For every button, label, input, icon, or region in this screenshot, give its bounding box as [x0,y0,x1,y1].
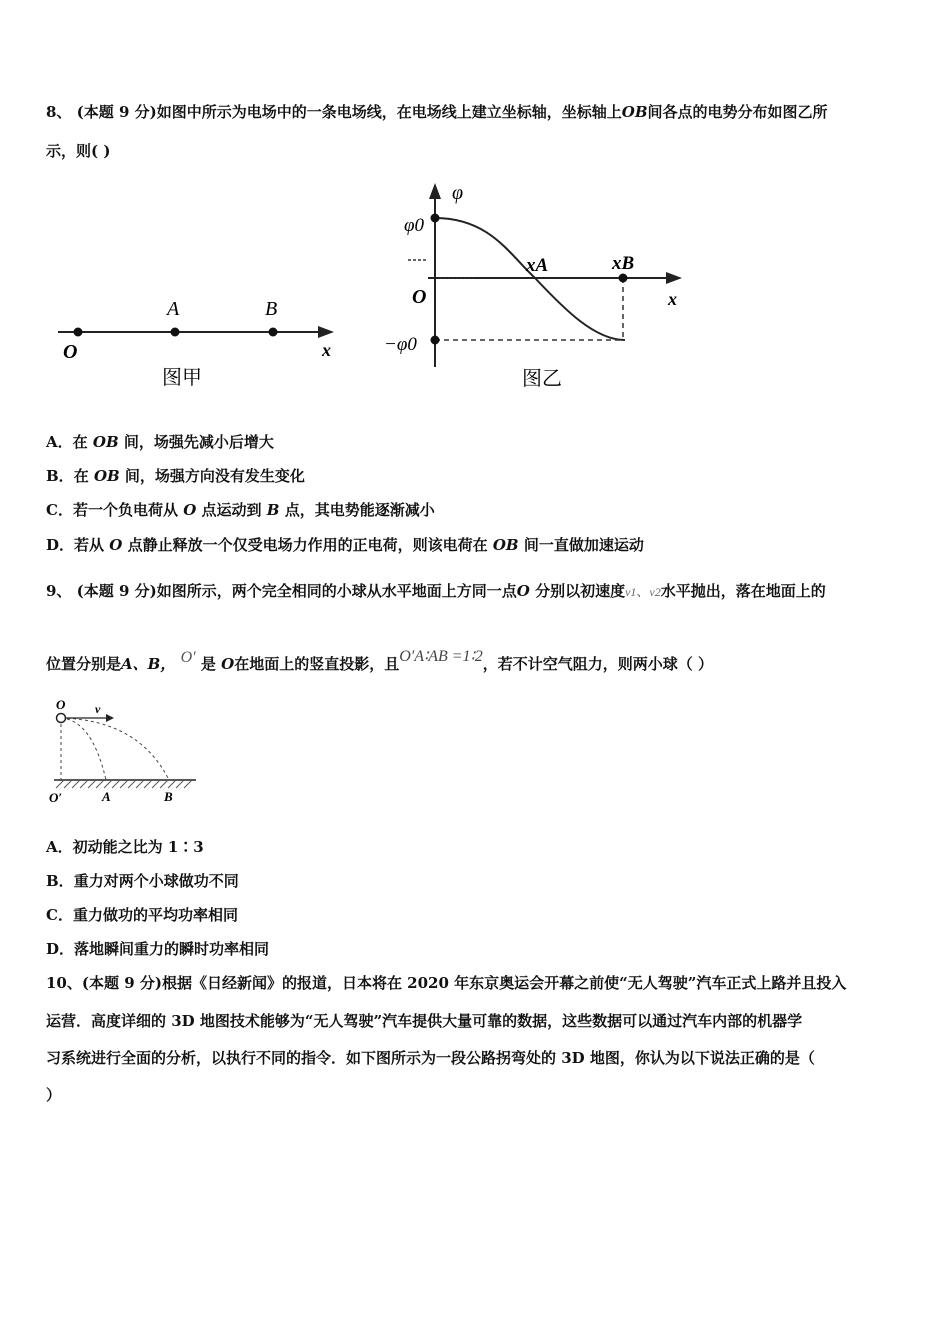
q9-option-c[interactable]: C．重力做功的平均功率相同 [46,906,238,924]
q9-option-a[interactable]: A．初动能之比为 1∶3 [46,838,204,856]
q9-figure [44,698,204,810]
q9-ball [57,714,66,723]
q8-jia-caption: 图甲 [162,367,202,389]
q9-fig-label-o: O [56,698,66,712]
q8-yi-label-xb: xB [612,253,635,274]
q8-yi-label-phi: φ [452,182,464,204]
q8-yi-point-neg-phi0 [431,336,440,345]
q9-option-d[interactable]: D．落地瞬间重力的瞬时功率相同 [46,940,270,958]
q8-figure-yi [380,175,710,400]
q8-jia-label-b: B [265,298,278,320]
q8-yi-caption: 图乙 [522,368,562,390]
q9-stem-line2: 位置分别是A、B， O′ 是 O在地面上的竖直投影，且O′A∶AB =1∶2，若不计空气阻力，则两小球（ ） [46,648,713,673]
q10-stem-line2: 运营．高度详细的 3D 地图技术能够为“无人驾驶”汽车提供大量可靠的数据，这些数据可以通过汽车内部的机器学 [46,1012,803,1030]
q8-jia-point-b [269,328,278,337]
q8-jia-point-a [171,328,180,337]
q8-yi-point-xb [619,274,628,283]
q9-fig-label-b: B [164,789,173,804]
q8-stem-line2: 示，则( ) [46,142,111,160]
q8-yi-label-xa: xA [526,255,549,276]
q8-jia-point-o [74,328,83,337]
q9-stem-line1: 9、 (本题 9 分)如图所示，两个完全相同的小球从水平地面上方同一点O 分别以初速度v1、v2水平抛出，落在地面上的 [46,582,826,600]
q9-v1: v1 [625,585,637,599]
q8-yi-label-phi0: φ0 [404,215,425,236]
q9-fig-label-oprime: O′ [49,790,63,805]
q8-option-d[interactable]: D．若从 O 点静止释放一个仅受电场力作用的正电荷，则该电荷在 OB 间一直做加速运动 [46,536,644,554]
q8-stem-ob: OB [621,103,648,121]
q8-yi-label-neg-phi0: −φ0 [384,334,417,355]
q10-stem-line3: 习系统进行全面的分析，以执行不同的指令．如下图所示为一段公路拐弯处的 3D 地图，你认为以下说法正确的是（ [46,1049,815,1067]
q8-option-a[interactable]: A．在 OB 间，场强先减小后增大 [46,433,274,451]
q8-stem-line1: 8、 (本题 9 分)如图中所示为电场中的一条电场线，在电场线上建立坐标轴，坐标轴上OB间各点的电势分布如图乙所 [46,103,828,121]
q8-jia-label-a: A [167,298,180,320]
q8-option-b[interactable]: B．在 OB 间，场强方向没有发生变化 [46,467,305,485]
q9-fig-label-v: v [95,702,101,716]
q9-trajectory-a [61,718,106,780]
q8-figure-jia [50,290,350,400]
q9-oprime: O′ [180,649,196,666]
q8-yi-label-o: O [412,286,427,308]
q8-jia-label-o: O [63,341,78,363]
q10-stem-line4: ） [46,1086,62,1104]
q8-jia-label-x: x [322,340,331,360]
q8-yi-label-x: x [668,289,677,309]
q8-option-c[interactable]: C．若一个负电荷从 O 点运动到 B 点，其电势能逐渐减小 [46,501,435,519]
q10-stem-line1: 10、(本题 9 分)根据《日经新闻》的报道，日本将在 2020 年东京奥运会开幕之前使“无人驾驶”汽车正式上路并且投入 [46,974,847,992]
q9-fig-label-a: A [102,789,111,804]
q9-v2: v2 [649,585,661,599]
q9-trajectory-b [61,718,169,780]
q9-ratio: O′A∶AB =1∶2 [399,648,483,665]
q8-yi-point-phi0 [431,214,440,223]
q9-option-b[interactable]: B．重力对两个小球做功不同 [46,872,239,890]
